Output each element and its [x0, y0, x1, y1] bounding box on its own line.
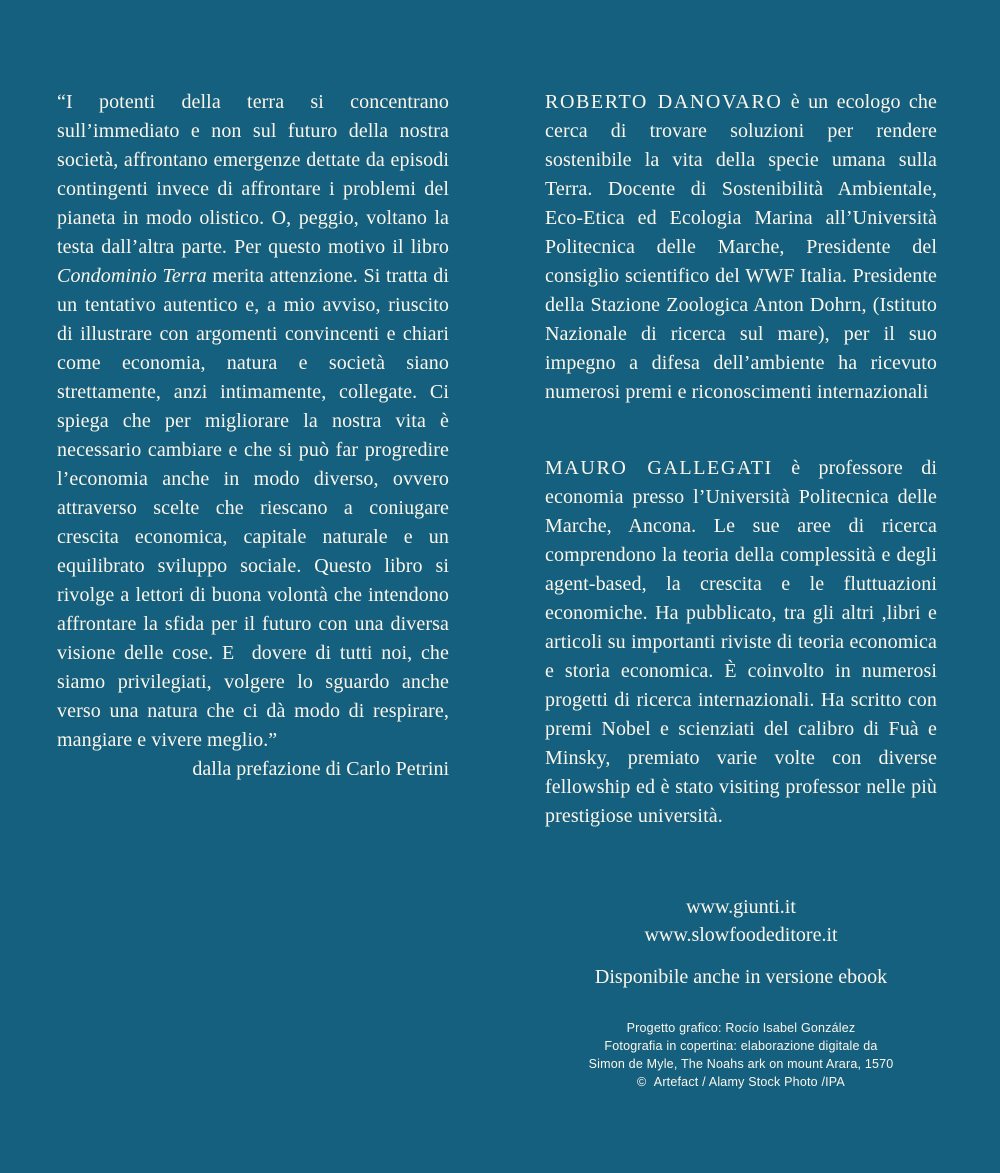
credits-block: [545, 1019, 937, 1091]
bio-text-danovaro: è un ecologo che cerca di trovare soluzioni per rendere sostenibile la vita della specie umana sulla Terra. Docente di Sostenibilità Ambientale, Eco-Etica ed Ecologia Marina all’Università Politecnica delle Marche, Presidente del consiglio scientifico del WWF Italia. Presidente della Stazione Zoologica Anton Dohrn, (Istituto Nazionale di ricerca sul mare), per il suo impegno a difesa dell’ambiente ha ricevuto numerosi premi e riconoscimenti internazionali: [545, 91, 937, 403]
book-title-mention: Condominio Terra: [57, 265, 207, 287]
credit-copyright: © Artefact / Alamy Stock Photo /IPA: [637, 1075, 845, 1089]
author-name-gallegati: MAURO GALLEGATI: [545, 457, 773, 479]
preface-quote-column: [57, 88, 449, 784]
preface-quote: [57, 88, 449, 755]
author-bios-column: [545, 88, 937, 1091]
preface-quote-text-after: merita attenzione. Si tratta di un tentativo autentico e, a mio avviso, riuscito di illustrare con argomenti convincenti e chiari come economia, natura e società siano strettamente, anzi intimamente, collegate. Ci spiega che per migliorare la nostra vita è necessario cambiare e che si può far progredire l’economia anche in modo diverso, ovvero attraverso scelte che riescano a coniugare crescita economica, capitale naturale e un equilibrato sviluppo sociale. Questo libro si rivolge a lettori di buona volontà che intendono affrontare la sfida per il futuro con una diversa visione delle cose. E dovere di tutti noi, che siamo privilegiati, volgere lo sguardo anche verso una natura che ci dà modo di respirare, mangiare e vivere meglio.”: [57, 265, 449, 751]
preface-quote-text-before: “I potenti della terra si concentrano sull’immediato e non sul futuro della nostra società, affrontano emergenze dettate da episodi contingenti invece di affrontare i problemi del pianeta in modo olistico. O, peggio, voltano la testa dall’altra parte. Per questo motivo il libro: [57, 91, 449, 258]
author-name-danovaro: ROBERTO DANOVARO: [545, 91, 783, 113]
credit-cover-photo: Fotografia in copertina: elaborazione digitale da: [604, 1039, 878, 1053]
bio-mauro-gallegati: [545, 454, 937, 831]
bio-text-gallegati: è professore di economia presso l’Università Politecnica delle Marche, Ancona. Le sue aree di ricerca comprendono la teoria della complessità e degli agent-based, la crescita e le fluttuazioni economiche. Ha pubblicato, tra gli altri ,libri e articoli su importanti riviste di teoria economica e storia economica. È coinvolto in numerosi progetti di ricerca internazionali. Ha scritto con premi Nobel e scienziati del calibro di Fuà e Minsky, premiato varie volte con diverse fellowship ed è stato visiting professor nelle più prestigiose università.: [545, 457, 937, 827]
slowfoodeditore-url: www.slowfoodeditore.it: [644, 924, 838, 946]
giunti-url: www.giunti.it: [686, 896, 796, 918]
publisher-footer: [545, 893, 937, 1091]
ebook-availability-note: Disponibile anche in versione ebook: [594, 966, 888, 988]
credit-graphic-design: Progetto grafico: Rocío Isabel González: [626, 1021, 856, 1035]
quote-attribution: dalla prefazione di Carlo Petrini: [192, 758, 449, 780]
bio-roberto-danovaro: [545, 88, 937, 407]
credit-artwork: Simon de Myle, The Noahs ark on mount Arara, 1570: [588, 1057, 894, 1071]
